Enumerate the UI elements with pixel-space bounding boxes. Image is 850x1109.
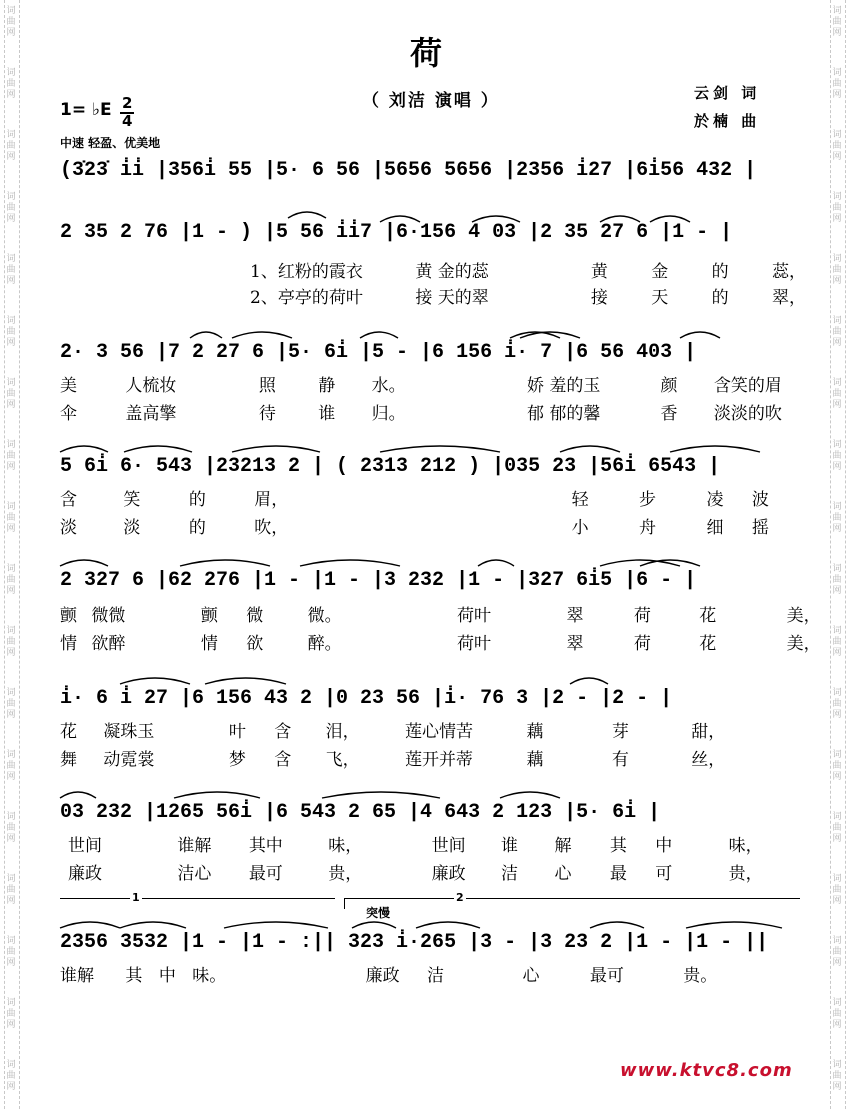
lyric-word: 藕 [526,750,544,770]
lyric-word: 的 [711,262,729,282]
lyric-word: 翠， [772,288,807,308]
lyric-word: 接 天的翠 [415,288,489,308]
watermark-glyphs: 词 曲 网 [832,254,842,286]
lyric-line-4-verse-2 [60,634,821,654]
volta-bracket-first [60,898,335,909]
lyric-word: 飞， [325,750,360,770]
lyric-word: 美， [786,634,821,654]
watermark-glyphs: 词 曲 网 [832,316,842,348]
lyric-word: 动霓裳 [103,750,155,770]
lyric-word: 贵， [728,864,763,884]
time-signature-top: 2 [122,94,133,112]
watermark-glyphs: 词 曲 网 [832,68,842,100]
lyric-word: 美， [786,606,821,626]
notation-line-4: 5 6i̇ 6· 543 |23213 2 | ( 2313 212 ) |035 23 |56i̇ 6543 | [60,455,721,478]
lyric-word: 荷 [633,606,651,626]
lyric-word: 解 [554,836,572,856]
volta-second-number: 2 [456,891,464,904]
lyric-word: 的 [711,288,729,308]
notation-line-7: 03 232 |1265 56i̇ |6 543 2 65 |4 643 2 123 |5· 6i̇ | [60,801,661,824]
lyric-word: 最 [609,864,627,884]
lyric-word: 含 [60,490,77,510]
lyric-word: 谁解 [177,836,212,856]
lyric-line-4-verse-1 [60,606,821,626]
lyric-word: 其中 [248,836,283,856]
watermark-glyphs: 词 曲 网 [832,688,842,720]
watermark-glyphs: 词 曲 网 [832,812,842,844]
lyric-word: 欲 [246,634,264,654]
lyric-word: 中 [158,966,176,986]
watermark-glyphs: 词 曲 网 [832,440,842,472]
lyric-word: 含 [274,750,292,770]
lyric-word: 人梳妆 [125,376,177,396]
lyric-word: 轻 [571,490,589,510]
lyric-word: 的 [188,518,206,538]
lyric-word: 贵。 [683,966,718,986]
lyric-word: 伞 [60,404,77,424]
lyric-word: 廉政 [365,966,400,986]
lyric-line-5-verse-2 [60,750,800,770]
lyric-word: 黄 金的蕊 [415,262,489,282]
lyric-word: 谁 [318,404,336,424]
watermark-glyphs: 词 曲 网 [832,378,842,410]
lyric-word: 颜 [660,376,678,396]
lyric-word: 味， [328,836,363,856]
watermark-glyphs: 词 曲 网 [832,626,842,658]
notation-line-6: i̇· 6 i̇ 27 |6 156 43 2 |0 23 56 |i̇· 76 3 |2 - |2 - | [60,687,673,710]
watermark-glyphs: 词 曲 网 [6,564,16,596]
lyric-word: 蕊， [772,262,807,282]
lyric-word: 凝珠玉 [103,722,155,742]
lyric-word: 含 [274,722,292,742]
watermark-glyphs: 词 曲 网 [832,192,842,224]
lyric-word: 凌 [706,490,724,510]
lyric-word: 叶 [228,722,246,742]
lyric-word: 笑 [123,490,141,510]
watermark-glyphs: 词 曲 网 [6,254,16,286]
lyric-word: 花 [60,722,77,742]
watermark-glyphs: 词 曲 网 [6,192,16,224]
lyric-word: 廉政 [431,864,466,884]
watermark-glyphs: 词 曲 网 [832,6,842,38]
lyric-word: 其 [609,836,627,856]
lyric-word: 郁 郁的馨 [527,404,601,424]
lyric-word: 水。 [371,376,406,396]
watermark-glyphs: 词 曲 网 [6,936,16,968]
lyric-word: 藕 [526,722,544,742]
lyric-word: 莲心情苦 [405,722,474,742]
lyric-word: 世间 [431,836,466,856]
lyric-word: 待 [258,404,276,424]
watermark-glyphs: 词 曲 网 [6,130,16,162]
lyric-word: 的 [188,490,206,510]
volta-first-number: 1 [132,891,140,904]
watermark-glyphs: 词 曲 网 [832,130,842,162]
lyric-line-6-verse-2 [68,864,808,884]
lyric-word: 翠 [566,634,584,654]
lyric-word: 淡 [60,518,77,538]
watermark-glyphs: 词 曲 网 [6,68,16,100]
lyric-word: 甜， [691,722,726,742]
lyric-word: 醉。 [307,634,342,654]
watermark-glyphs: 词 曲 网 [6,812,16,844]
watermark-glyphs: 词 曲 网 [832,874,842,906]
lyric-word: 最可 [248,864,283,884]
lyric-word: 贵， [328,864,363,884]
lyric-word: 荷叶 [457,634,492,654]
volta-bracket-second [344,898,800,909]
lyric-word: 有 [611,750,629,770]
notation-line-5: 2 327 6 |62 276 |1 - |1 - |3 232 |1 - |327 6i̇5 |6 - | [60,569,697,592]
lyric-word: 美 [60,376,77,396]
lyric-word: 微。 [307,606,342,626]
lyric-word: 1、红粉的霞衣 [250,262,363,282]
lyric-word: 盖高擎 [125,404,177,424]
lyric-word: 谁 [501,836,519,856]
lyric-word: 花 [699,606,717,626]
watermark-glyphs: 词 曲 网 [832,1060,842,1092]
song-title: 荷 [410,34,443,72]
watermark-glyphs: 词 曲 网 [6,502,16,534]
lyric-word: 含笑的眉 [713,376,782,396]
lyric-word: 吹， [254,518,289,538]
ritardando-mark: 突慢 [366,906,391,920]
lyric-word: 淡淡的吹 [713,404,782,424]
watermark-glyphs: 词 曲 网 [6,750,16,782]
watermark-glyphs: 词 曲 网 [6,998,16,1030]
lyric-word: 静 [318,376,336,396]
lyric-word: 荷 [633,634,651,654]
lyric-word: 味， [728,836,763,856]
notation-line-1: (3̇23̇ i̇i̇ |356i̇ 55 |5· 6 56 |5656 5656 |2356 i̇27 |6i̇56 432 | [60,159,757,182]
lyric-word: 可 [655,864,673,884]
time-signature-bottom: 4 [122,112,133,130]
lyric-word: 洁 [501,864,519,884]
lyric-word: 淡 [123,518,141,538]
watermark-glyphs: 词 曲 网 [6,6,16,38]
watermark-glyphs: 词 曲 网 [6,1060,16,1092]
lyric-word: 泪， [325,722,360,742]
watermark-glyphs: 词 曲 网 [832,998,842,1030]
lyric-word: 微 [246,606,264,626]
notation-line-2: 2 35 2 76 |1 - ) |5 56 i̇i̇7 |6·156 4 03 |2 35 27 6 |1 - | [60,221,733,244]
lyric-word: 照 [258,376,276,396]
watermark-glyphs: 词 曲 网 [6,378,16,410]
lyric-line-7 [60,966,800,986]
lyric-word: 步 [639,490,657,510]
lyric-line-1-verse-2 [250,288,850,308]
tempo-marking: 中速 轻盈、优美地 [60,136,161,150]
lyric-word: 波 [751,490,769,510]
lyric-word: 舞 [60,750,77,770]
lyric-line-3-verse-2 [60,518,800,538]
lyric-word: 芽 [611,722,629,742]
lyric-word: 情 [200,634,218,654]
lyric-word: 摇 [751,518,769,538]
watermark-glyphs: 词 曲 网 [6,688,16,720]
watermark-glyphs: 词 曲 网 [6,874,16,906]
composer-credit: 於楠 曲 [694,112,761,130]
notation-line-3: 2· 3 56 |7 2 27 6 |5· 6i̇ |5 - |6 156 i̇· 7 |6 56 403 | [60,341,697,364]
lyric-line-2-verse-2 [60,404,800,424]
lyric-word: 接 [590,288,608,308]
lyric-word: 眉， [254,490,289,510]
lyric-word: 莲开并蒂 [405,750,474,770]
lyric-line-5-verse-1 [60,722,800,742]
lyric-word: 梦 [228,750,246,770]
lyric-line-2-verse-1 [60,376,800,396]
watermark-glyphs: 词 曲 网 [832,564,842,596]
lyricist-credit: 云剑 词 [694,84,761,102]
watermark-glyphs: 词 曲 网 [6,316,16,348]
singer-credit: （ 刘洁 演唱 ） [362,91,500,111]
lyric-word: 颤 [60,606,77,626]
lyric-word: 廉政 [68,864,102,884]
lyric-word: 荷叶 [457,606,492,626]
lyric-word: 中 [655,836,673,856]
lyric-word: 颤 [200,606,218,626]
lyric-word: 翠 [566,606,584,626]
lyric-word: 香 [660,404,678,424]
lyric-word: 小 [571,518,589,538]
site-url: www.ktvc8.com [620,1060,793,1081]
lyric-word: 情 [60,634,77,654]
lyric-word: 归。 [371,404,406,424]
watermark-glyphs: 词 曲 网 [6,440,16,472]
watermark-glyphs: 词 曲 网 [832,936,842,968]
lyric-line-3-verse-1 [60,490,800,510]
watermark-glyphs: 词 曲 网 [832,502,842,534]
lyric-word: 心 [554,864,572,884]
lyric-word: 天 [651,288,669,308]
lyric-word: 细 [706,518,724,538]
lyric-word: 味。 [192,966,227,986]
watermark-glyphs: 词 曲 网 [832,750,842,782]
lyric-word: 微微 [91,606,126,626]
lyric-word: 娇 羞的玉 [527,376,601,396]
lyric-word: 花 [699,634,717,654]
lyric-word: 最可 [589,966,624,986]
lyric-word: 洁心 [177,864,212,884]
lyric-line-6-verse-1 [68,836,808,856]
key-signature: 1= ♭E [60,100,112,120]
lyric-word: 2、亭亭的荷叶 [250,288,363,308]
lyric-word: 洁 [427,966,445,986]
lyric-word: 舟 [639,518,657,538]
lyric-line-1-verse-1 [250,262,850,282]
lyric-word: 丝， [691,750,726,770]
lyric-word: 金 [651,262,669,282]
lyric-word: 谁解 [60,966,94,986]
lyric-word: 黄 [590,262,608,282]
lyric-word: 欲醉 [91,634,126,654]
lyric-word: 其 [125,966,143,986]
watermark-glyphs: 词 曲 网 [6,626,16,658]
lyric-word: 心 [522,966,540,986]
notation-line-8: 2356 3532 |1 - |1 - :|| 323 i̇·265 |3 - |3 23 2 |1 - |1 - || [60,931,769,954]
lyric-word: 世间 [68,836,102,856]
